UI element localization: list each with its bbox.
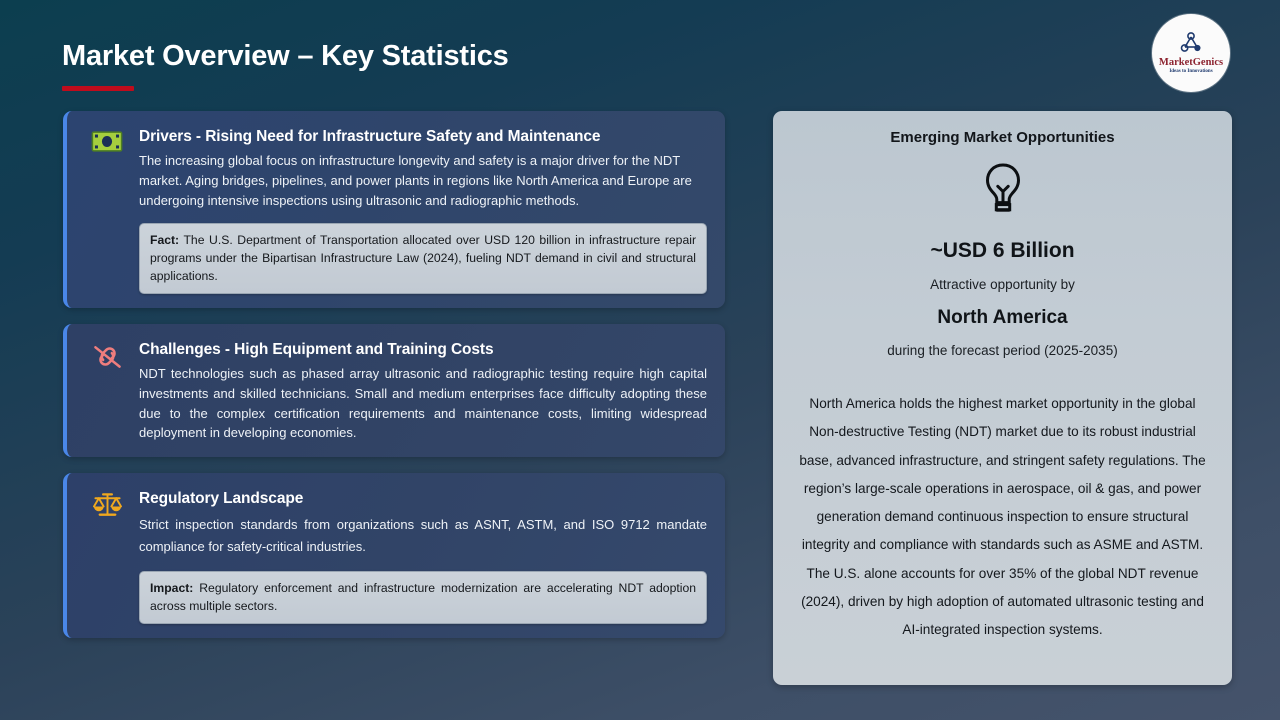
card-body (139, 489, 707, 624)
logo-tagline: Ideas to Innovations (1169, 69, 1213, 74)
page-title: Market Overview – Key Statistics (62, 40, 509, 72)
card-title: Drivers - Rising Need for Infrastructure Safety and Maintenance (139, 128, 601, 145)
card-drivers (63, 111, 725, 308)
title-underline-rule (62, 86, 134, 91)
callout-label: Impact: (150, 581, 194, 596)
opportunity-region: North America (937, 307, 1068, 328)
balance-scales-icon (91, 489, 125, 624)
money-banknote-icon (91, 127, 125, 294)
broken-link-icon (91, 340, 125, 443)
card-title: Regulatory Landscape (139, 490, 304, 508)
callout-text: Regulatory enforcement and infrastructure modernization are accelerating NDT adoption across multiple sectors. (150, 581, 697, 614)
card-challenges (63, 324, 725, 457)
logo-brand-name: MarketGenics (1158, 56, 1224, 68)
callout-label: Fact: (150, 232, 180, 247)
card-text: Strict inspection standards from organizations such as ASNT, ASTM, and ISO 9712 mandate compliance for safety-critical industries. (139, 516, 707, 555)
opportunity-value: ~USD 6 Billion (930, 239, 1075, 262)
panel-title: Emerging Market Opportunities (890, 129, 1115, 146)
panel-description: North America holds the highest market opportunity in the global Non-destructive Testing (NDT) market due to its robust industrial base, advanced infrastructure, and stringent safety regulations. The region’s large-scale operations in aerospace, oil & gas, and power generation demand continuous inspection to ensure structural integrity and compliance with standards such as ASME and ASTM. The U.S. alone accounts for over 35% of the global NDT revenue (2024), driven by high adoption of automated ultrasonic testing and AI-integrated inspection systems. (799, 396, 1206, 638)
opportunity-value-subtitle: Attractive opportunity by (930, 277, 1075, 292)
card-body (139, 340, 707, 443)
company-logo (1152, 14, 1230, 92)
opportunity-forecast-period: during the forecast period (2025-2035) (887, 343, 1118, 358)
card-regulatory-landscape (63, 473, 725, 638)
lightbulb-icon (980, 162, 1026, 225)
card-title: Challenges - High Equipment and Training Costs (139, 340, 494, 358)
card-body (139, 127, 707, 294)
emerging-market-opportunities-panel (773, 111, 1232, 685)
fact-callout (139, 223, 707, 294)
card-text: The increasing global focus on infrastructure longevity and safety is a major driver for the NDT market. Aging bridges, pipelines, and power plants in regions like North America and Europe are undergoing intensive inspections using ultrasonic and radiographic methods. (139, 153, 692, 208)
callout-text: The U.S. Department of Transportation allocated over USD 120 billion in infrastructure repair programs under the Bipartisan Infrastructure Law (2024), fueling NDT demand in civil and structural applications. (150, 232, 697, 283)
card-text: NDT technologies such as phased array ultrasonic and radiographic testing require high capital investments and skilled technicians. Small and medium enterprises face difficulty adopting these due to the complex certification requirements and maintenance costs, limiting widespread deployment in developing economies. (139, 366, 707, 441)
impact-callout (139, 571, 707, 624)
network-nodes-icon (1176, 31, 1206, 57)
insight-cards-column (63, 111, 725, 654)
